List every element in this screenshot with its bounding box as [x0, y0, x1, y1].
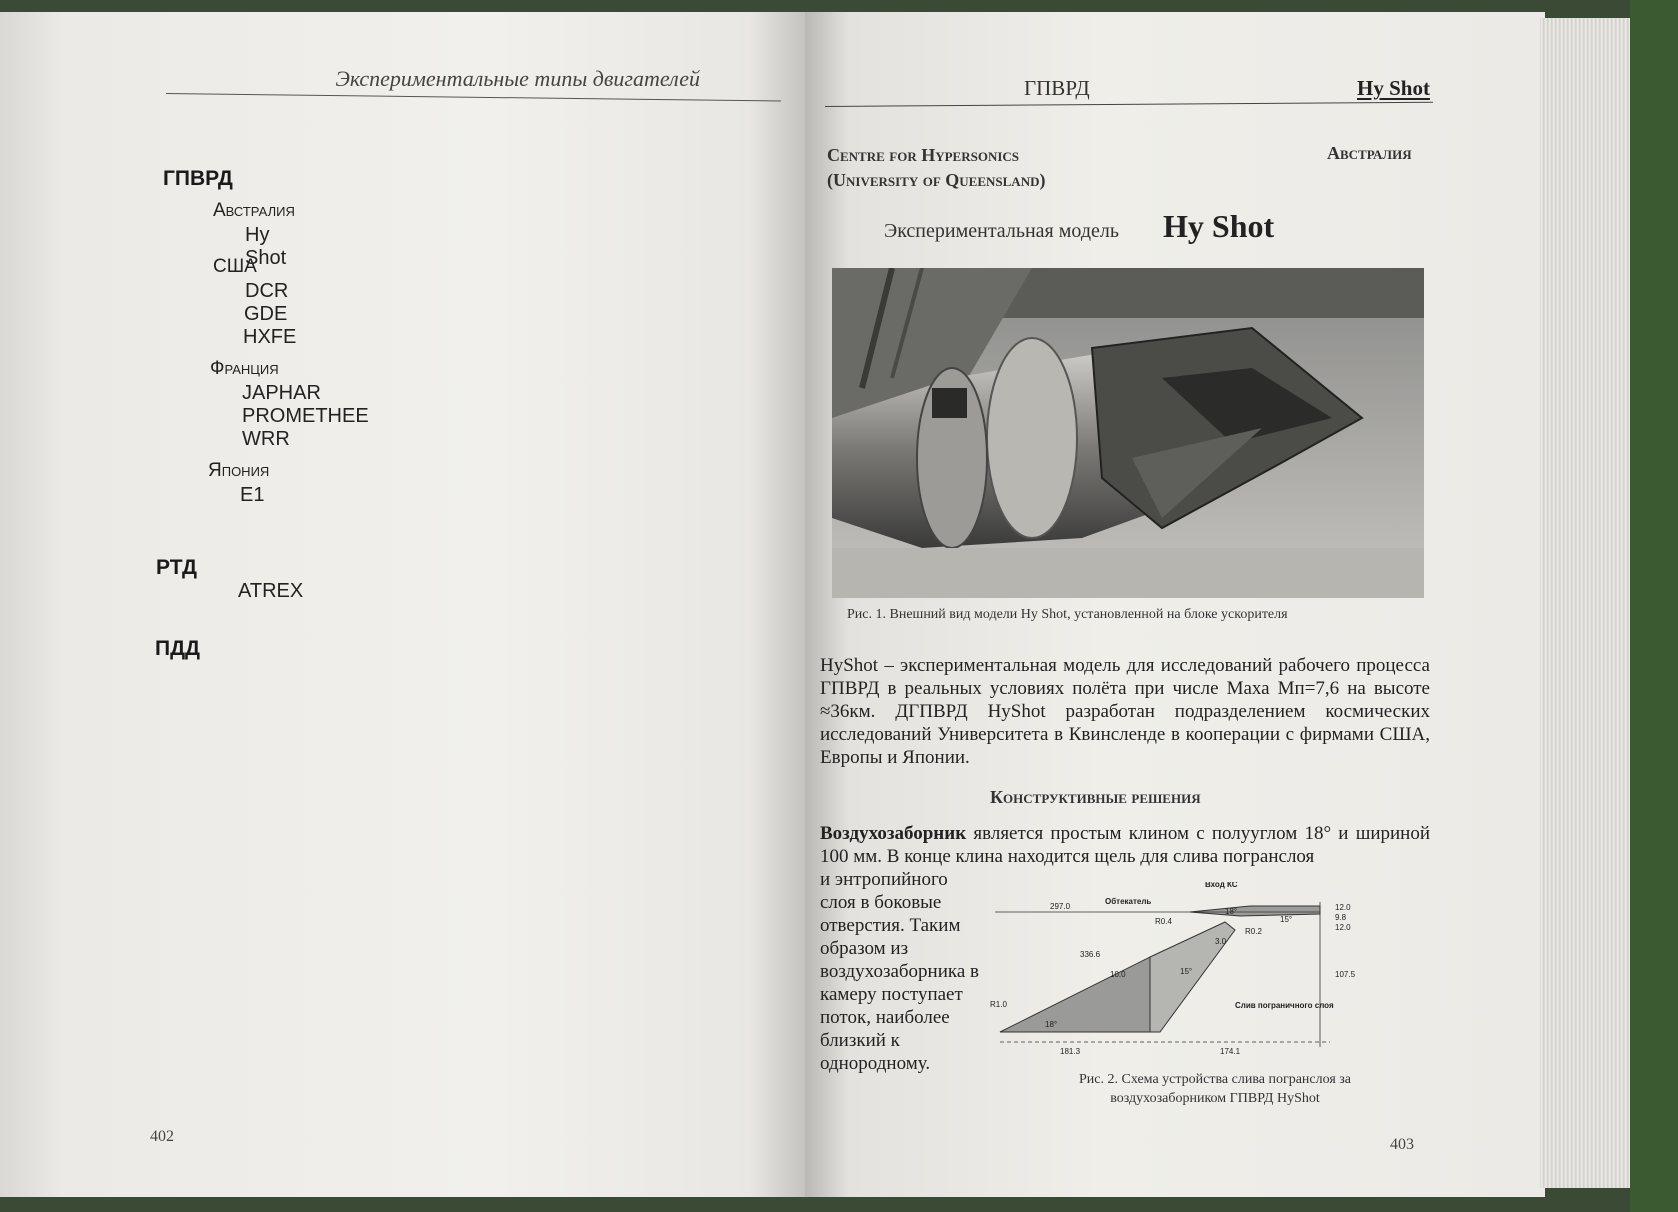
- list-item: DCR: [245, 280, 289, 302]
- list-item: PROMETHEE: [242, 405, 369, 427]
- section-title: ГПВРД: [163, 167, 233, 190]
- running-header: Экспериментальные типы двигателей: [335, 66, 700, 91]
- page-edges: [1540, 18, 1633, 1188]
- list-item: GDE: [244, 303, 288, 325]
- dim-label: 3.0: [1215, 937, 1227, 946]
- bleed-label: Слив пограничного слоя: [1235, 1001, 1334, 1010]
- section-heading: Конструктивные решения: [990, 787, 1201, 807]
- angle-label: 15°: [1280, 915, 1293, 924]
- model-name: Hy Shot: [1163, 208, 1275, 244]
- left-page: [0, 12, 815, 1197]
- dim-label: 297.0: [1050, 902, 1071, 911]
- dim-label: 107.5: [1335, 970, 1356, 979]
- list-item: WRR: [242, 428, 290, 450]
- list-item: HXFE: [243, 326, 297, 348]
- org-line-1: Centre for Hypersonics: [827, 145, 1020, 165]
- caption-line-1: Рис. 2. Схема устройства слива погранслоя за: [1078, 1072, 1352, 1087]
- inlet-label: Вход КС: [1205, 882, 1238, 889]
- hyshot-photo: [832, 268, 1424, 598]
- angle-label: 18°: [1045, 1020, 1058, 1029]
- dim-label: 336.6: [1080, 950, 1101, 959]
- dim-label: 181.3: [1060, 1047, 1081, 1056]
- section-title: РТД: [156, 556, 197, 579]
- figure-1-caption: Рис. 1. Внешний вид модели Hy Shot, установленной на блоке ускорителя: [847, 607, 1288, 622]
- inlet-text: является простым клином с полууглом 18° и шириной 100 мм. В конце клина находится щель для слива погранслоя: [820, 823, 1430, 867]
- inlet-schematic-diagram: [990, 882, 1400, 1057]
- model-label: Экспериментальная модель: [884, 220, 1119, 242]
- intro-paragraph: HyShot – экспериментальная модель для исследований рабочего процесса ГПВРД в реальных условиях полёта при числе Маха Mп=7,6 на высоте ≈36км. ДГПВРД HyShot разработан подразделением космических исследований Университета в Квинсленде в кооперации с фирмами США, Европы и Японии.: [820, 655, 1430, 768]
- country-label: Франция: [210, 358, 279, 379]
- running-header-center: ГПВРД: [1024, 76, 1090, 100]
- angle-label: 18°: [1225, 907, 1238, 916]
- list-item: ATREX: [238, 580, 304, 602]
- section-title: ПДД: [155, 637, 201, 660]
- country-label: США: [213, 256, 257, 277]
- country-label: Австралия: [213, 200, 295, 221]
- inlet-paragraph: [820, 822, 1430, 868]
- inlet-paragraph-column: и энтропийного слоя в боковые отверстия. Таким образом из воздухозаборника в камеру поступает поток, наиболее близкий к однородному.: [820, 869, 979, 1074]
- running-header-right: Hy Shot: [1357, 76, 1430, 100]
- dim-label: 174.1: [1220, 1047, 1241, 1056]
- cowl-label: Обтекатель: [1105, 897, 1152, 906]
- dim-label: 9.8: [1335, 913, 1347, 922]
- radius-label: R0.2: [1245, 927, 1262, 936]
- angle-label: 15°: [1180, 967, 1193, 976]
- org-line-2: (University of Queensland): [827, 170, 1046, 190]
- radius-label: R0.4: [1155, 917, 1172, 926]
- dim-label: 10.0: [1110, 970, 1126, 979]
- page-number-right: 403: [1390, 1136, 1414, 1153]
- radius-label: R1.0: [990, 1000, 1007, 1009]
- caption-line-2: воздухозаборником ГПВРД HyShot: [1110, 1091, 1320, 1106]
- page-number-left: 402: [150, 1128, 174, 1145]
- book-cover: [1630, 0, 1678, 1212]
- figure-2-caption: [1020, 1070, 1410, 1108]
- inlet-term: Воздухозаборник: [820, 823, 967, 844]
- list-item: JAPHAR: [242, 382, 321, 404]
- dim-label: 12.0: [1335, 903, 1351, 912]
- list-item: Hy Shot: [245, 224, 287, 269]
- country-label: Австралия: [1327, 143, 1412, 163]
- dim-label: 12.0: [1335, 923, 1351, 932]
- organization: [827, 143, 1045, 193]
- country-label: Япония: [208, 460, 270, 481]
- list-item: E1: [240, 484, 265, 506]
